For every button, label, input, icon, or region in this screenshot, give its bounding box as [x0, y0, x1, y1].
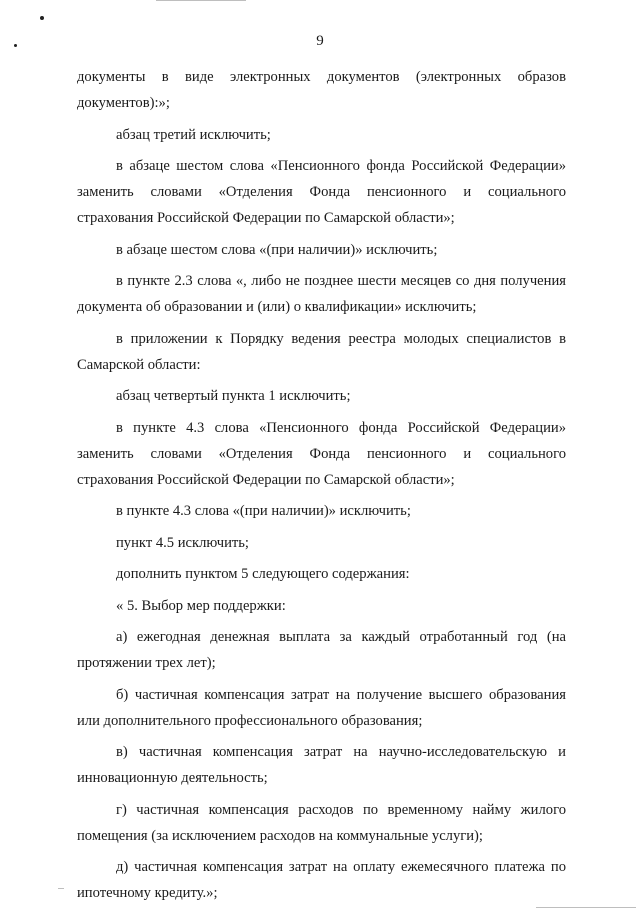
paragraph: г) частичная компенсация расходов по временному найму жилого помещения (за исключением расходов на коммунальные услуги);: [77, 801, 566, 844]
paragraph: в абзаце шестом слова «(при наличии)» исключить;: [116, 241, 438, 258]
paragraph: а) ежегодная денежная выплата за каждый отработанный год (на протяжении трех лет);: [77, 629, 566, 671]
paragraph: документы в виде электронных документов (электронных образов документов):»;: [77, 69, 566, 111]
paragraph: абзац третий исключить;: [116, 126, 271, 143]
paragraph: в пункте 2.3 слова «, либо не позднее шести месяцев со дня получения документа об образовании и (или) о квалификации» исключить;: [77, 273, 566, 315]
paragraph: д) частичная компенсация затрат на оплату ежемесячного платежа по ипотечному кредиту.»;: [77, 859, 566, 901]
scan-artifact-line: [58, 888, 64, 889]
scan-artifact-line: [156, 0, 246, 1]
paragraph: в пункте 4.3 слова «(при наличии)» исключить;: [116, 503, 411, 519]
paragraph: дополнить пунктом 5 следующего содержания:: [116, 566, 410, 582]
paragraph: в приложении к Порядку ведения реестра молодых специалистов в Самарской области:: [77, 330, 566, 373]
paragraph: в) частичная компенсация затрат на научно-исследовательскую и инновационную деятельность;: [77, 744, 566, 786]
paragraph: пункт 4.5 исключить;: [116, 534, 249, 551]
page-number: 9: [316, 33, 324, 49]
paragraph: б) частичная компенсация затрат на получение высшего образования или дополнительного профессионального образования;: [77, 686, 566, 729]
scan-artifact-dot: [40, 16, 44, 20]
document-body: [77, 64, 566, 912]
paragraph: « 5. Выбор мер поддержки:: [116, 597, 286, 614]
paragraph: в пункте 4.3 слова «Пенсионного фонда Российской Федерации» заменить словами «Отделения Фонда пенсионного и социального страхования Российской Федерации по Самарской области»;: [77, 419, 566, 488]
paragraph: в абзаце шестом слова «Пенсионного фонда Российской Федерации» заменить словами «Отделения Фонда пенсионного и социального страхования Российской Федерации по Самарской области»;: [77, 158, 566, 226]
paragraph: абзац четвертый пункта 1 исключить;: [116, 388, 351, 404]
